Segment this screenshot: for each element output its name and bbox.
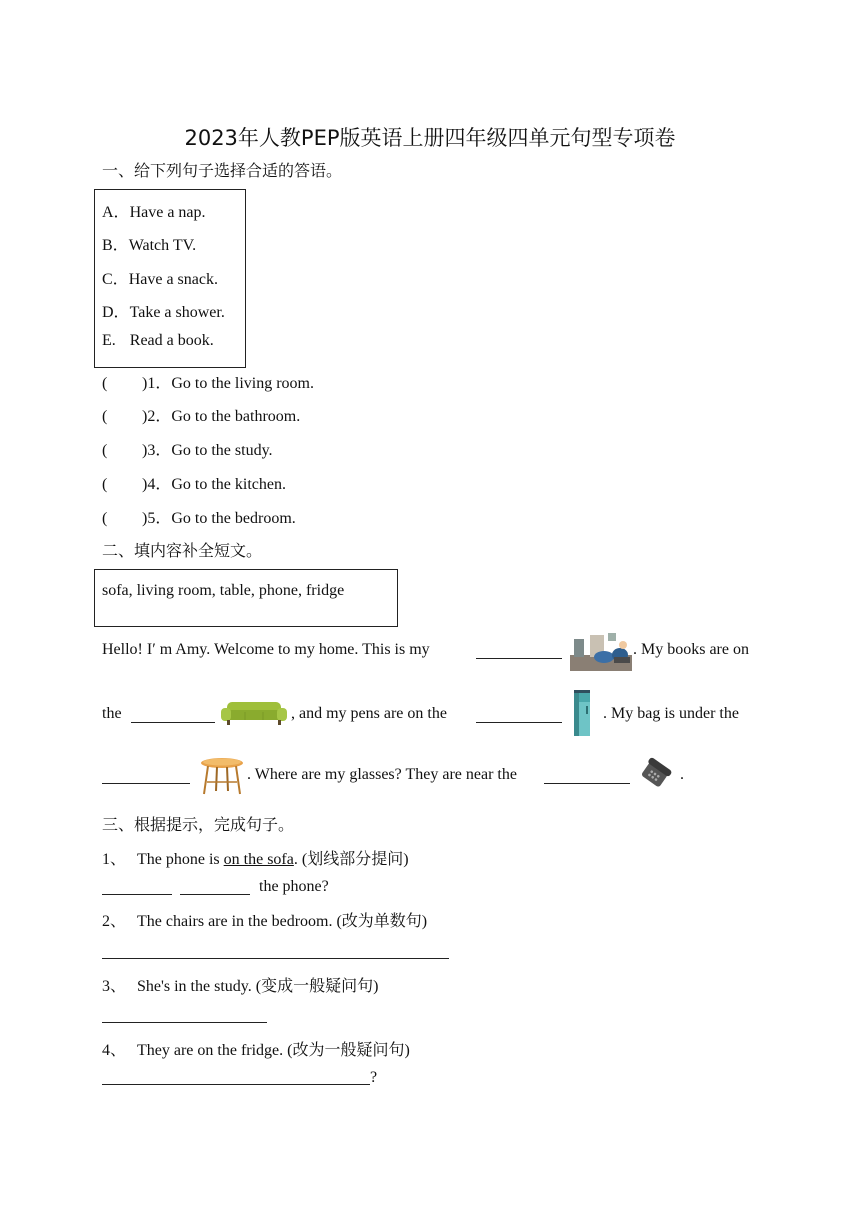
question-4: ( )4．Go to the kitchen. (102, 476, 286, 493)
section-1-heading: 一、给下列句子选择合适的答语。 (102, 163, 343, 180)
passage-line-2-end: . My bag is under the (603, 705, 739, 722)
answer-1-blank-1[interactable] (102, 880, 172, 895)
page-title: 2023年人教PEP版英语上册四年级四单元句型专项卷 (184, 126, 676, 150)
section-2-heading: 二、填内容补全短文。 (102, 543, 263, 560)
passage-line-3-start: . Where are my glasses? They are near the (247, 766, 517, 783)
question-1: ( )1．Go to the living room. (102, 375, 314, 392)
item-3: 3、 She's in the study. (变成一般疑问句) (102, 978, 379, 995)
answer-4-line[interactable] (102, 1070, 370, 1085)
passage-line-1-end: . My books are on (633, 641, 749, 658)
word-bank: sofa, living room, table, phone, fridge (102, 582, 345, 599)
answer-1-tail: the phone? (259, 878, 329, 895)
answer-paren-2[interactable]: ( (102, 408, 108, 425)
fridge-picture (572, 690, 592, 736)
blank-fridge[interactable] (476, 708, 562, 723)
blank-phone[interactable] (544, 769, 630, 784)
answer-1-blank-2[interactable] (180, 880, 250, 895)
option-a: A．Have a nap. (102, 204, 206, 221)
question-5: ( )5．Go to the bedroom. (102, 510, 296, 527)
passage-line-2-start: the (102, 705, 122, 722)
item-4: 4、 They are on the fridge. (改为一般疑问句) (102, 1042, 410, 1059)
answer-3-line[interactable] (102, 1008, 267, 1023)
sofa-picture (221, 700, 287, 726)
item-1: 1、 The phone is on the sofa. (划线部分提问) (102, 851, 409, 868)
option-d: D．Take a shower. (102, 304, 225, 321)
answer-4-tail: ? (370, 1069, 378, 1086)
phone-picture (638, 757, 672, 791)
living-room-picture (570, 631, 632, 671)
answer-paren-5[interactable]: ( (102, 510, 108, 527)
item-2: 2、 The chairs are in the bedroom. (改为单数句) (102, 913, 428, 930)
answer-paren-1[interactable]: ( (102, 375, 108, 392)
option-e: E. Read a book. (102, 332, 214, 349)
question-2: ( )2．Go to the bathroom. (102, 408, 301, 425)
table-picture (199, 756, 245, 796)
passage-line-1-start: Hello! I′ m Amy. Welcome to my home. This is my (102, 641, 430, 658)
answer-paren-4[interactable]: ( (102, 476, 108, 493)
passage-line-3-end: . (680, 766, 684, 783)
answer-paren-3[interactable]: ( (102, 442, 108, 459)
question-3: ( )3．Go to the study. (102, 442, 273, 459)
option-c: C．Have a snack. (102, 271, 218, 288)
answer-2-line[interactable] (102, 944, 449, 959)
blank-table[interactable] (102, 769, 190, 784)
passage-line-2-mid: , and my pens are on the (291, 705, 447, 722)
section-3-heading: 三、根据提示，完成句子。 (102, 817, 295, 834)
blank-sofa[interactable] (131, 708, 215, 723)
option-b: B．Watch TV. (102, 237, 197, 254)
blank-living-room[interactable] (476, 644, 562, 659)
